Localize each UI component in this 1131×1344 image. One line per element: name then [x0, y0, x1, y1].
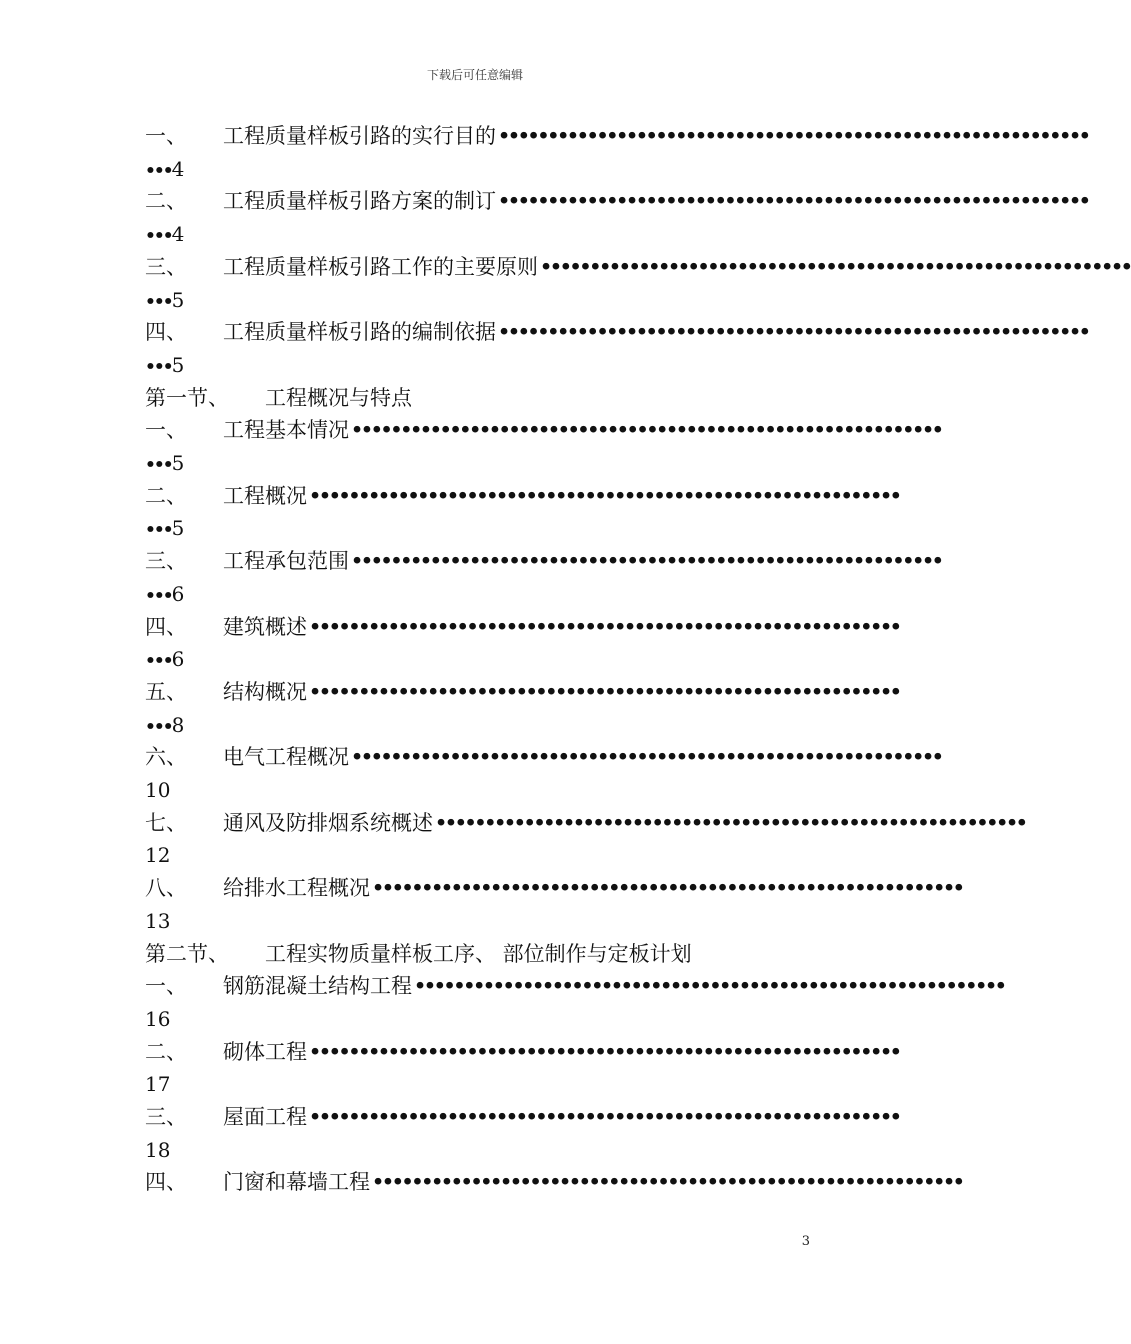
toc-page-leader: ••• [145, 356, 172, 377]
toc-leader-dots: •••••••••••••••••••••••••••••••••••••••••••••••••••••••••••• [498, 321, 1089, 344]
toc-entry-number: 一、 [145, 124, 187, 148]
toc-page-number-line [145, 775, 170, 805]
toc-page-number-line [145, 840, 170, 870]
toc-section-heading [145, 939, 807, 969]
toc-page-number-line [145, 154, 184, 184]
toc-entry [145, 612, 900, 642]
toc-page-number-line [145, 1135, 170, 1165]
toc-page-number: 6 [171, 647, 185, 672]
toc-entry-number: 四、 [145, 614, 187, 639]
toc-entry-number: 第一节、 [145, 385, 229, 410]
toc-page-number-line [145, 448, 184, 478]
toc-entry [145, 317, 1089, 347]
toc-entry-number: 五、 [145, 679, 187, 704]
toc-page-number: 8 [171, 712, 185, 737]
toc-entry-number: 二、 [145, 1039, 187, 1064]
toc-entry-number: 七、 [145, 810, 187, 835]
toc-page-number-line [145, 513, 184, 543]
toc-entry [145, 971, 1005, 1001]
toc-page-number-line [145, 644, 184, 674]
toc-page-leader: ••• [145, 291, 172, 312]
toc-page-number: 4 [171, 222, 185, 247]
toc-leader-dots: •••••••••••••••••••••••••••••••••••••••••••••••••••••••••••• [351, 746, 942, 769]
toc-section-heading [145, 383, 807, 413]
toc-entry-title: 工程质量样板引路方案的制订 [223, 189, 496, 214]
toc-entry-number: 三、 [145, 1105, 187, 1129]
toc-entry-title: 电气工程概况 [223, 745, 349, 770]
toc-page-number: 5 [171, 352, 185, 377]
toc-entry-title: 通风及防排烟系统概述 [223, 810, 433, 835]
toc-page-number-line [145, 1004, 170, 1034]
toc-leader-dots: •••••••••••••••••••••••••••••••••••••••••••••••••••••••••••• [309, 1106, 900, 1128]
toc-page-number: 6 [171, 581, 185, 606]
toc-entry-number: 八、 [145, 876, 187, 901]
toc-page-number: 18 [145, 1137, 171, 1162]
toc-entry [145, 546, 942, 576]
toc-leader-dots: •••••••••••••••••••••••••••••••••••••••••••••••••••••••••••• [309, 680, 900, 703]
toc-page-number-line [145, 285, 184, 315]
toc-page-leader: ••• [145, 716, 172, 737]
toc-leader-dots: •••••••••••••••••••••••••••••••••••••••••••••••••••••••••••• [498, 125, 1089, 147]
toc-entry-number: 一、 [145, 974, 187, 999]
toc-entry-number: 一、 [145, 418, 187, 443]
toc-leader-dots: •••••••••••••••••••••••••••••••••••••••••••••••••••••••••••• [540, 255, 1131, 278]
toc-entry-number: 二、 [145, 483, 187, 508]
toc-page-leader: ••• [145, 226, 172, 247]
toc-entry [145, 186, 1089, 216]
toc-entry-title: 工程基本情况 [223, 418, 349, 443]
toc-page-leader: ••• [145, 585, 172, 606]
toc-page-number-line [145, 710, 184, 740]
toc-leader-dots: •••••••••••••••••••••••••••••••••••••••••••••••••••••••••••• [498, 190, 1089, 213]
toc-entry-title: 工程概况与特点 [265, 385, 412, 410]
toc-entry-number: 三、 [145, 549, 187, 574]
toc-entry [145, 252, 1131, 282]
toc-entry-number: 三、 [145, 254, 187, 279]
toc-entry-title: 屋面工程 [223, 1105, 307, 1129]
toc-entry-title: 工程实物质量样板工序、 部位制作与定板计划 [265, 941, 692, 966]
toc-entry-number: 四、 [145, 1170, 187, 1195]
toc-page-number-line [145, 219, 184, 249]
toc-entry-title: 砌体工程 [223, 1039, 307, 1064]
toc-leader-dots: •••••••••••••••••••••••••••••••••••••••••••••••••••••••••••• [309, 1040, 900, 1063]
toc-leader-dots: •••••••••••••••••••••••••••••••••••••••••••••••••••••••••••• [309, 484, 900, 507]
toc-leader-dots: •••••••••••••••••••••••••••••••••••••••••••••••••••••••••••• [414, 975, 1005, 998]
toc-entry-title: 结构概况 [223, 679, 307, 704]
toc-entry-title: 工程质量样板引路的实行目的 [223, 124, 496, 148]
toc-page-number: 5 [171, 516, 185, 541]
toc-leader-dots: •••••••••••••••••••••••••••••••••••••••••••••••••••••••••••• [372, 877, 963, 900]
toc-entry-title: 工程质量样板引路工作的主要原则 [223, 254, 538, 279]
toc-entry-title: 工程承包范围 [223, 549, 349, 574]
toc-page-number: 5 [171, 287, 185, 312]
toc-page-leader: ••• [145, 160, 172, 181]
toc-entry-title: 给排水工程概况 [223, 876, 370, 901]
toc-page-number-line [145, 350, 184, 380]
toc-page-leader: ••• [145, 651, 172, 672]
toc-entry-title: 工程概况 [223, 483, 307, 508]
toc-page-number: 16 [145, 1006, 171, 1031]
toc-page-number: 12 [145, 843, 171, 868]
toc-leader-dots: •••••••••••••••••••••••••••••••••••••••••••••••••••••••••••• [372, 1171, 963, 1194]
toc-entry [145, 415, 942, 445]
toc-leader-dots: •••••••••••••••••••••••••••••••••••••••••••••••••••••••••••• [309, 615, 900, 638]
toc-entry [145, 873, 963, 903]
toc-entry [145, 677, 900, 707]
toc-page-number-line [145, 579, 184, 609]
toc-leader-dots: •••••••••••••••••••••••••••••••••••••••••••••••••••••••••••• [351, 550, 942, 573]
toc-entry [145, 1102, 900, 1132]
toc-page-number: 4 [171, 156, 185, 181]
toc-page-number: 5 [171, 451, 185, 475]
toc-entry [145, 481, 900, 511]
toc-page-number-line [145, 906, 170, 936]
page-number: 3 [801, 1234, 810, 1249]
toc-entry [145, 121, 1089, 151]
toc-page-leader: ••• [145, 455, 172, 475]
toc-entry [145, 1037, 900, 1067]
toc-page-leader: ••• [145, 520, 172, 541]
toc-page-number: 17 [145, 1072, 171, 1097]
toc-entry-number: 六、 [145, 745, 187, 770]
toc-entry-number: 第二节、 [145, 941, 229, 966]
toc-entry-number: 四、 [145, 320, 187, 345]
toc-entry-title: 门窗和幕墙工程 [223, 1170, 370, 1195]
toc-entry [145, 742, 942, 772]
toc-entry-title: 钢筋混凝土结构工程 [223, 974, 412, 999]
toc-entry [145, 808, 1026, 838]
toc-leader-dots: •••••••••••••••••••••••••••••••••••••••••••••••••••••••••••• [435, 811, 1026, 834]
toc-page-number: 10 [145, 778, 171, 802]
toc-entry-title: 工程质量样板引路的编制依据 [223, 320, 496, 345]
toc-entry-title: 建筑概述 [223, 614, 307, 639]
toc-page-number-line [145, 1069, 170, 1099]
toc-entry-number: 二、 [145, 189, 187, 214]
toc-leader-dots: •••••••••••••••••••••••••••••••••••••••••••••••••••••••••••• [351, 419, 942, 442]
toc-entry [145, 1167, 963, 1197]
toc-page-number: 13 [145, 908, 171, 933]
page-header: 下载后可任意编辑 [426, 68, 523, 82]
